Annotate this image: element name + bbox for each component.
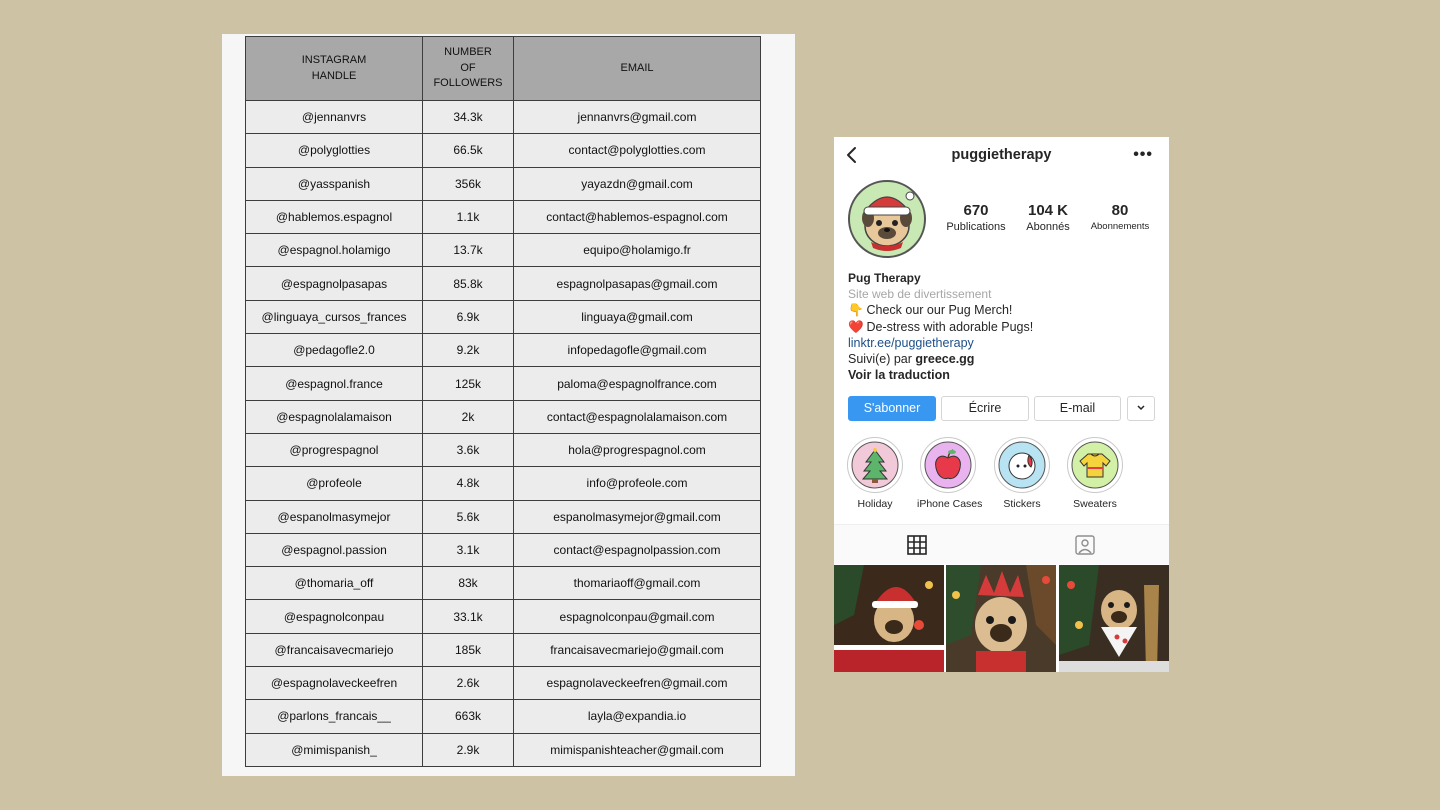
cell-email: jennanvrs@gmail.com	[514, 101, 761, 134]
table-row	[246, 500, 761, 533]
cell-handle: @espagnol.holamigo	[246, 234, 423, 267]
see-translation-link[interactable]: Voir la traduction	[848, 368, 950, 383]
cell-email: espagnolpasapas@gmail.com	[514, 267, 761, 300]
cell-handle: @espanolmasymejor	[246, 500, 423, 533]
header-email: EMAIL	[514, 37, 761, 101]
christmas-tree-icon	[851, 441, 899, 489]
table-row	[246, 733, 761, 766]
highlight-sweaters-ring	[1067, 437, 1123, 493]
influencer-table	[245, 36, 761, 767]
message-button[interactable]: Écrire	[941, 396, 1029, 421]
stat-publications-value: 670	[963, 202, 989, 219]
bio-followed-by[interactable]	[848, 351, 1158, 367]
table-row	[246, 334, 761, 367]
followed-by-prefix: Suivi(e) par	[848, 352, 916, 367]
email-button[interactable]: E-mail	[1034, 396, 1121, 421]
stat-followers-label: Abonnés	[1026, 221, 1070, 233]
cell-handle: @pedagofle2.0	[246, 334, 423, 367]
table-row	[246, 367, 761, 400]
pointing-down-icon: 👇	[848, 303, 864, 318]
cell-handle: @polyglotties	[246, 134, 423, 167]
highlight-stickers-label: Stickers	[1003, 498, 1041, 510]
post-thumbnail[interactable]	[1059, 565, 1169, 672]
stat-publications[interactable]	[942, 202, 1010, 233]
bio-line-destress	[848, 319, 1158, 335]
table-row	[246, 167, 761, 200]
cell-email: espanolmasymejor@gmail.com	[514, 500, 761, 533]
highlight-stickers[interactable]	[991, 437, 1053, 510]
highlight-stickers-ring	[994, 437, 1050, 493]
table-row	[246, 667, 761, 700]
highlight-holiday-ring	[847, 437, 903, 493]
follow-button[interactable]: S'abonner	[848, 396, 936, 421]
table-row	[246, 700, 761, 733]
cell-email: francaisavecmariejo@gmail.com	[514, 633, 761, 666]
bio-name: Pug Therapy	[848, 271, 921, 285]
cell-email: contact@polyglotties.com	[514, 134, 761, 167]
bio-category: Site web de divertissement	[848, 287, 992, 302]
sweater-icon	[1071, 441, 1119, 489]
post-grid	[834, 565, 1169, 672]
highlight-holiday-label: Holiday	[857, 498, 893, 510]
heart-icon: ❤️	[848, 319, 864, 334]
table-row	[246, 200, 761, 233]
table-header-row	[246, 37, 761, 101]
header-number-of-followers: NUMBER OF FOLLOWERS	[423, 37, 514, 101]
cell-followers: 4.8k	[423, 467, 514, 500]
tagged-icon[interactable]	[1074, 534, 1096, 556]
cell-followers: 185k	[423, 633, 514, 666]
cell-email: linguaya@gmail.com	[514, 300, 761, 333]
cell-followers: 13.7k	[423, 234, 514, 267]
cell-email: mimispanishteacher@gmail.com	[514, 733, 761, 766]
cell-handle: @espagnol.france	[246, 367, 423, 400]
highlight-iphone-cases-ring	[920, 437, 976, 493]
bio-destress-text: De-stress with adorable Pugs!	[866, 319, 1034, 334]
apple-icon	[924, 441, 972, 489]
cell-email: espagnolaveckeefren@gmail.com	[514, 667, 761, 700]
cell-email: espagnolconpau@gmail.com	[514, 600, 761, 633]
highlight-holiday[interactable]	[844, 437, 906, 510]
table-row	[246, 101, 761, 134]
cell-followers: 6.9k	[423, 300, 514, 333]
table-row	[246, 267, 761, 300]
suggestions-dropdown-button[interactable]	[1127, 396, 1155, 421]
table-row	[246, 533, 761, 566]
table-row	[246, 234, 761, 267]
cell-followers: 356k	[423, 167, 514, 200]
cell-followers: 9.2k	[423, 334, 514, 367]
cell-handle: @espagnolconpau	[246, 600, 423, 633]
stat-following-label: Abonnements	[1090, 221, 1150, 232]
cell-email: equipo@holamigo.fr	[514, 234, 761, 267]
cell-handle: @mimispanish_	[246, 733, 423, 766]
highlight-iphone-cases-label: iPhone Cases	[917, 498, 983, 510]
table-row	[246, 300, 761, 333]
followed-by-user[interactable]: greece.gg	[915, 352, 975, 367]
cell-followers: 125k	[423, 367, 514, 400]
chevron-down-icon	[1136, 397, 1146, 420]
cell-handle: @espagnolaveckeefren	[246, 667, 423, 700]
cell-handle: @parlons_francais__	[246, 700, 423, 733]
cell-followers: 2.9k	[423, 733, 514, 766]
cell-followers: 3.6k	[423, 433, 514, 466]
cell-followers: 33.1k	[423, 600, 514, 633]
cell-handle: @espagnol.passion	[246, 533, 423, 566]
cell-email: layla@expandia.io	[514, 700, 761, 733]
cell-email: paloma@espagnolfrance.com	[514, 367, 761, 400]
influencer-sheet	[222, 34, 795, 776]
cell-email: infopedagofle@gmail.com	[514, 334, 761, 367]
table-row	[246, 433, 761, 466]
cell-email: contact@espagnolalamaison.com	[514, 400, 761, 433]
bio-merch-text: Check our our Pug Merch!	[866, 303, 1013, 318]
cell-handle: @linguaya_cursos_frances	[246, 300, 423, 333]
cell-handle: @espagnolalamaison	[246, 400, 423, 433]
cell-email: yayazdn@gmail.com	[514, 167, 761, 200]
cell-email: contact@hablemos-espagnol.com	[514, 200, 761, 233]
cell-followers: 85.8k	[423, 267, 514, 300]
profile-tabs	[834, 524, 1169, 564]
cell-followers: 2.6k	[423, 667, 514, 700]
cell-email: info@profeole.com	[514, 467, 761, 500]
bio-link[interactable]: linktr.ee/puggietherapy	[848, 335, 974, 350]
stat-publications-label: Publications	[946, 221, 1006, 233]
stat-followers[interactable]	[1019, 202, 1077, 233]
table-row	[246, 467, 761, 500]
post-thumbnail[interactable]	[946, 565, 1056, 672]
profile-top-bar	[834, 137, 1169, 175]
cell-email: thomariaoff@gmail.com	[514, 567, 761, 600]
highlight-sweaters-label: Sweaters	[1073, 498, 1117, 510]
cell-handle: @hablemos.espagnol	[246, 200, 423, 233]
profile-bio	[848, 270, 1158, 383]
grid-icon[interactable]	[906, 534, 928, 556]
cell-followers: 34.3k	[423, 101, 514, 134]
cell-handle: @profeole	[246, 467, 423, 500]
stat-following-value: 80	[1111, 202, 1129, 219]
table-row	[246, 600, 761, 633]
cell-followers: 2k	[423, 400, 514, 433]
highlight-sweaters[interactable]	[1064, 437, 1126, 510]
cell-email: contact@espagnolpassion.com	[514, 533, 761, 566]
cell-handle: @espagnolpasapas	[246, 267, 423, 300]
cell-handle: @progrespagnol	[246, 433, 423, 466]
instagram-profile	[834, 137, 1169, 672]
cell-followers: 663k	[423, 700, 514, 733]
avatar[interactable]	[848, 180, 926, 258]
cell-followers: 5.6k	[423, 500, 514, 533]
cell-handle: @jennanvrs	[246, 101, 423, 134]
header-instagram-handle: INSTAGRAM HANDLE	[246, 37, 423, 101]
profile-username: puggietherapy	[951, 147, 1052, 163]
table-row	[246, 567, 761, 600]
cell-followers: 3.1k	[423, 533, 514, 566]
table-row	[246, 134, 761, 167]
stat-following[interactable]	[1084, 202, 1156, 232]
cell-handle: @yasspanish	[246, 167, 423, 200]
post-thumbnail[interactable]	[834, 565, 944, 672]
highlight-iphone-cases[interactable]	[917, 437, 983, 510]
cell-email: hola@progrespagnol.com	[514, 433, 761, 466]
table-row	[246, 400, 761, 433]
table-row	[246, 633, 761, 666]
cell-followers: 1.1k	[423, 200, 514, 233]
more-options-icon[interactable]: •••	[1133, 146, 1153, 163]
stat-followers-value: 104 K	[1027, 202, 1069, 219]
cell-followers: 83k	[423, 567, 514, 600]
cell-followers: 66.5k	[423, 134, 514, 167]
bio-line-merch	[848, 302, 1158, 318]
sticker-icon	[998, 441, 1046, 489]
cell-handle: @thomaria_off	[246, 567, 423, 600]
cell-handle: @francaisavecmariejo	[246, 633, 423, 666]
